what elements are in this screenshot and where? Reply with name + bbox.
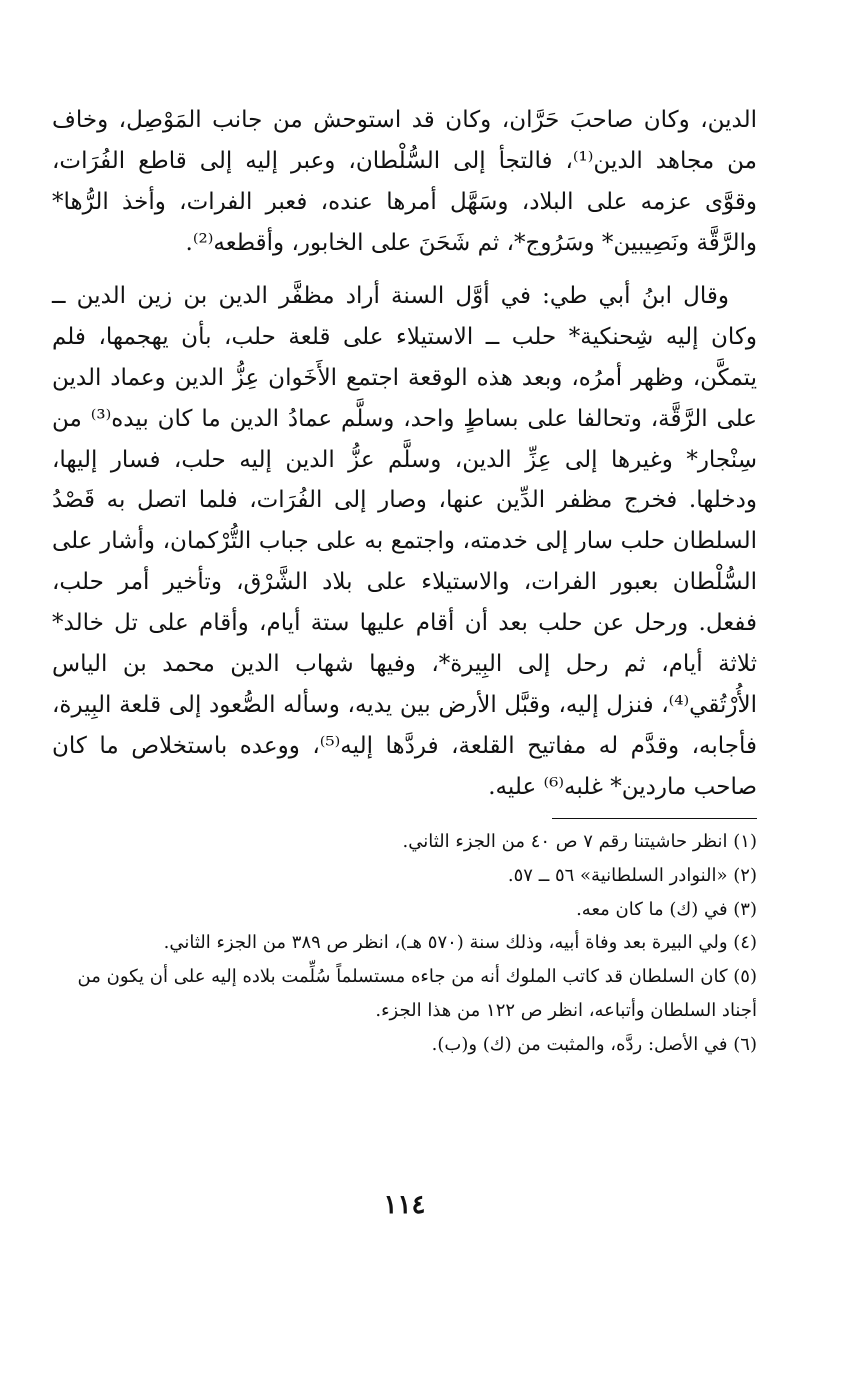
footnote-2: (٢) «النوادر السلطانية» ٥٦ ــ ٥٧. <box>507 864 757 886</box>
footnote-4: (٤) ولي البيرة بعد وفاة أبيه، وذلك سنة (٥٧٠ هـ)، انظر ص ٣٨٩ من الجزء الثاني. <box>163 932 757 954</box>
footnote-separator <box>552 818 757 819</box>
footnote-1: (١) انظر حاشيتنا رقم ٧ ص ٤٠ من الجزء الثاني. <box>402 830 757 852</box>
footnote-5: (٥) كان السلطان قد كاتب الملوك أنه من جاءه مستسلماً سُلِّمت بلاده إليه على أن يكون من أجناد السلطان وأتباعه، انظر ص ١٢٢ من هذا الجزء. <box>77 966 757 1022</box>
footnotes <box>52 825 757 1062</box>
main-text <box>52 100 757 808</box>
footnote-3: (٣) في (ك) ما كان معه. <box>576 898 757 920</box>
paragraph-1: الدين، وكان صاحبَ حَرَّان، وكان قد استوحش من جانب المَوْصِل، وخاف من مجاهد الدين⁽¹⁾، فالتجأ إلى السُّلْطان، وعبر إليه إلى قاطع الفُرَات، وقوَّى عزمه على البلاد، وسَهَّل أمرها عنده، فعبر الفرات، وأخذ الرُّها* والرَّقَّة ونَصِيبين* وسَرُوج*، ثم شَحَنَ على الخابور، وأقطعه⁽²⁾. <box>52 107 757 256</box>
page-number: ١١٤ <box>383 1190 426 1220</box>
book-page <box>52 100 757 1350</box>
footnote-6: (٦) في الأصل: ردَّه، والمثبت من (ك) و(ب). <box>431 1033 757 1055</box>
paragraph-gap <box>52 264 757 276</box>
paragraph-2: وقال ابنُ أبي طي: في أوَّل السنة أراد مظفَّر الدين بن زين الدين ــ وكان إليه شِحنكية* حلب ــ الاستيلاء على قلعة حلب، بأن يهجمها، فلم يتمكَّن، وظهر أمرُه، وبعد هذه الوقعة اجتمع الأَخَوان عِزُّ الدين وعماد الدين على الرَّقَّة، وتحالفا على بساطٍ واحد، وسلَّم عمادُ الدين ما كان بيده⁽³⁾ من سِنْجار* وغيرها إلى عِزِّ الدين، وسلَّم عزُّ الدين إليه حلب، فسار إليها، ودخلها. فخرج مظفر الدِّين عنها، وصار إلى الفُرَات، فلما اتصل به قَصْدُ السلطان حلب سار إلى خدمته، واجتمع به على جباب التُّرْكمان، وأشار على السُّلْطان بعبور الفرات، والاستيلاء على بلاد الشَّرْق، وتأخير أمر حلب، ففعل. ورحل عن حلب بعد أن أقام عليها ستة أيام، وأقام على تل خالد* ثلاثة أيام، ثم رحل إلى البِيرة*، وفيها شهاب الدين محمد بن الياس الأُرْتُقي⁽⁴⁾، فنزل إليه، وقبَّل الأرض بين يديه، وسأله الصُّعود إلى قلعة البِيرة، فأجابه، وقدَّم له مفاتيح القلعة، فردَّها إليه⁽⁵⁾، ووعده باستخلاص ما كان صاحب ماردين* غلبه⁽⁶⁾ عليه. <box>52 282 757 800</box>
